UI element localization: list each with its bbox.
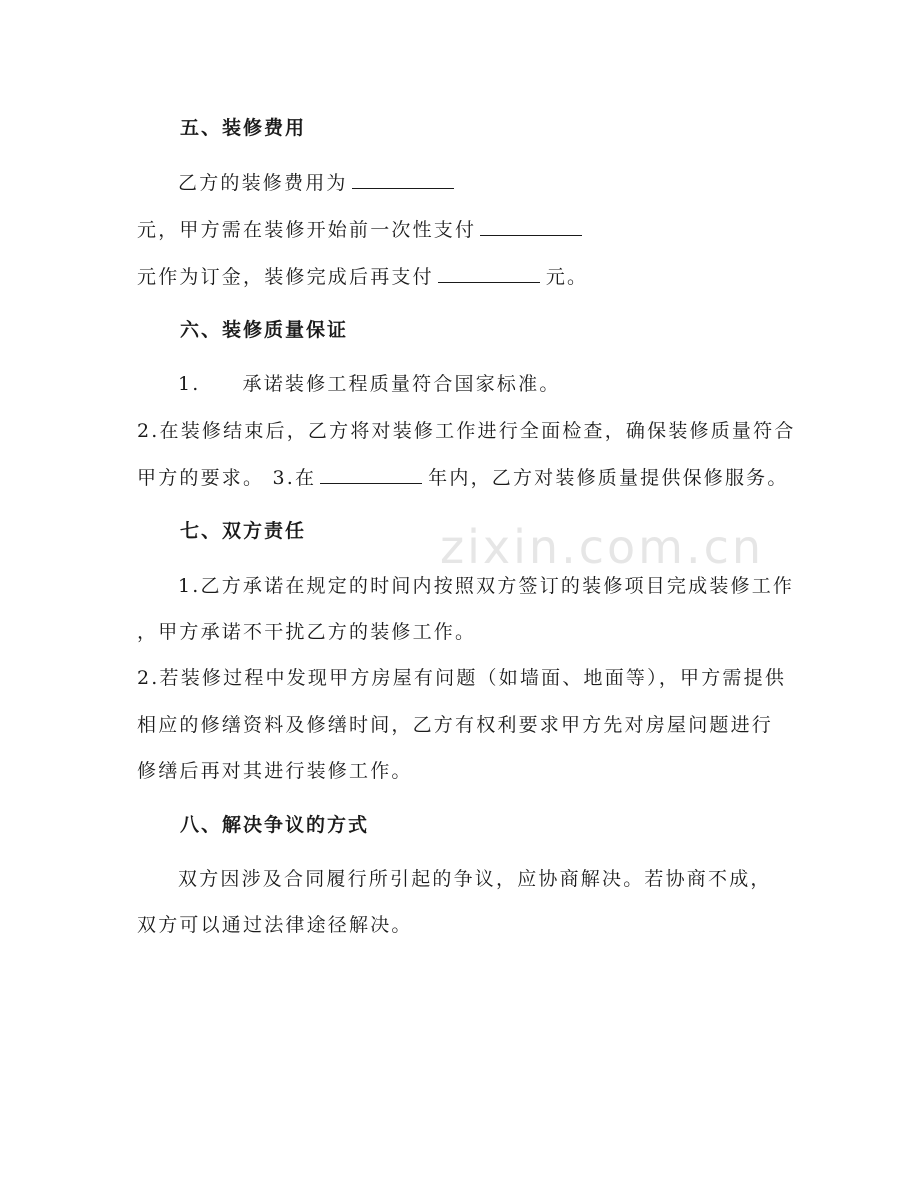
section-6-item-1-text: 承诺装修工程质量符合国家标准。 <box>242 373 561 395</box>
section-5-heading: 五、装修费用 <box>180 117 307 139</box>
section-7-item-2-line-1: 2.若装修过程中发现甲方房屋有问题（如墙面、地面等），甲方需提供 <box>137 667 787 689</box>
section-6-item-1-number: 1. <box>178 373 201 395</box>
section-6-item-2-line-2-text-b: 年内，乙方对装修质量提供保修服务。 <box>428 467 789 489</box>
section-5-line-3-text-a: 元作为订金，装修完成后再支付 <box>137 266 434 288</box>
warranty-years-blank <box>320 465 422 484</box>
section-5-line-2-text: 元，甲方需在装修开始前一次性支付 <box>137 219 477 241</box>
section-5-line-3-text-b: 元。 <box>545 266 589 288</box>
section-8-line-1: 双方因涉及合同履行所引起的争议，应协商解决。若协商不成， <box>178 868 772 890</box>
section-5-line-1-text: 乙方的装修费用为 <box>178 172 348 194</box>
section-6-item-2-line-2 <box>137 465 789 490</box>
fee-total-blank <box>352 170 454 189</box>
section-6-heading: 六、装修质量保证 <box>180 319 349 341</box>
section-8-line-2: 双方可以通过法律途径解决。 <box>137 914 413 936</box>
section-5-line-2 <box>137 217 588 242</box>
section-7-item-2-line-3: 修缮后再对其进行装修工作。 <box>137 760 413 782</box>
section-5-line-1 <box>178 170 460 195</box>
section-5-line-3 <box>137 264 588 289</box>
deposit-blank <box>480 217 582 236</box>
section-7-item-2-line-2: 相应的修缮资料及修缮时间，乙方有权利要求甲方先对房屋问题进行 <box>137 714 774 736</box>
section-7-item-1-line-2: ，甲方承诺不干扰乙方的装修工作。 <box>137 621 477 643</box>
section-7-heading: 七、双方责任 <box>180 520 307 542</box>
section-6-item-1 <box>178 372 561 396</box>
section-6-item-2-line-2-text-a: 甲方的要求。 3.在 <box>137 467 317 489</box>
watermark: zixin.com.cn <box>440 520 765 574</box>
final-payment-blank <box>438 264 540 283</box>
section-8-heading: 八、解决争议的方式 <box>180 814 370 836</box>
section-7-item-1-line-1: 1.乙方承诺在规定的时间内按照双方签订的装修项目完成装修工作 <box>178 575 795 597</box>
section-6-item-2-line-1: 2.在装修结束后，乙方将对装修工作进行全面检查，确保装修质量符合 <box>137 420 796 442</box>
